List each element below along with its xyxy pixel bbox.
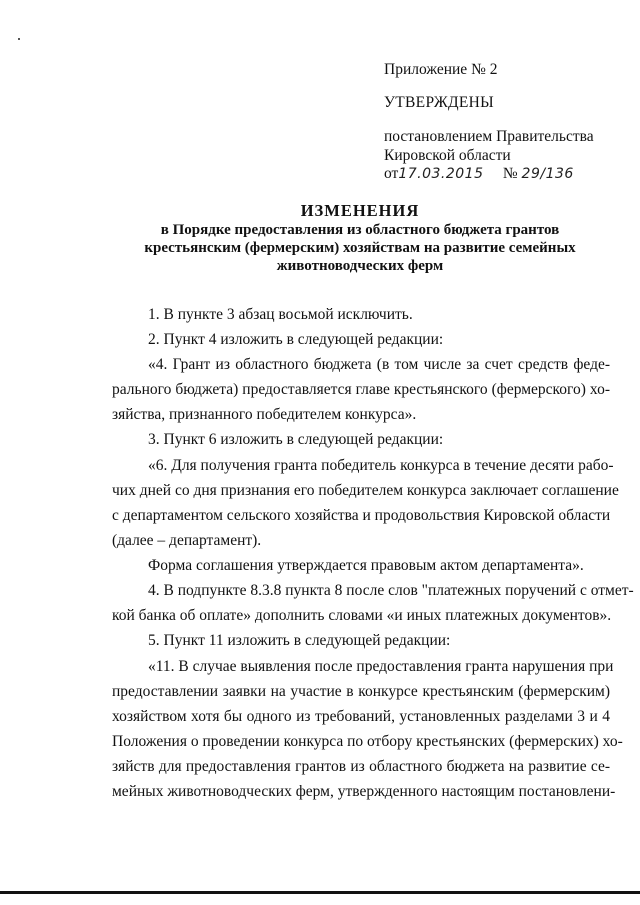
paragraph-line: предоставлении заявки на участие в конкурсе крестьянским (фермерским): [112, 683, 610, 700]
subtitle-line: животноводческих ферм: [276, 258, 444, 274]
paragraph-line: 5. Пункт 11 изложить в следующей редакции:: [148, 632, 451, 649]
paragraph-line: зяйств для предоставления грантов из областного бюджета на развитие се-: [112, 758, 610, 775]
paragraph-line: кой банка об оплате» дополнить словами «и иных платежных документов».: [112, 607, 612, 624]
paragraph-line: чих дней со дня признания его победителем конкурса заключает соглашение: [112, 482, 619, 499]
paragraph-line: зяйства, признанного победителем конкурса».: [112, 406, 417, 423]
paragraph-line: с департаментом сельского хозяйства и продовольствия Кировской области: [112, 507, 611, 524]
document-heading: [120, 201, 600, 275]
subtitle-line: крестьянским (фермерским) хозяйствам на развитие семейных: [144, 240, 576, 256]
document-title: ИЗМЕНЕНИЯ: [300, 201, 420, 220]
paragraph-line: Форма соглашения утверждается правовым актом департамента».: [148, 557, 584, 574]
page-bottom-border: [0, 891, 640, 894]
decree-date-prefix: от: [384, 165, 399, 182]
paragraph-line: рального бюджета) предоставляется главе крестьянского (фермерского) хо-: [112, 381, 610, 398]
paragraph-line: «11. В случае выявления после предоставления гранта нарушения при: [148, 658, 614, 675]
decree-date-number: [384, 164, 574, 184]
paragraph-line: 4. В подпункте 8.3.8 пункта 8 после слов "платежных поручений с отмет-: [148, 582, 634, 599]
decree-number-prefix: №: [502, 165, 518, 182]
approved-label: УТВЕРЖДЕНЫ: [384, 94, 494, 111]
paragraph-line: 3. Пункт 6 изложить в следующей редакции:: [148, 431, 444, 448]
subtitle-line: в Порядке предоставления из областного бюджета грантов: [160, 222, 560, 238]
paragraph-line: мейных животноводческих ферм, утвержденного настоящим постановлени-: [112, 783, 616, 800]
paragraph-line: 1. В пункте 3 абзац восьмой исключить.: [148, 306, 413, 323]
paragraph-line: (далее – департамент).: [112, 532, 262, 549]
scan-speck: [18, 38, 20, 40]
paragraph-line: «4. Грант из областного бюджета (в том числе за счет средств феде-: [148, 356, 610, 373]
decree-date: 17.03.2015: [398, 166, 484, 182]
appendix-number: Приложение № 2: [384, 61, 498, 78]
paragraph-line: 2. Пункт 4 изложить в следующей редакции:: [148, 331, 444, 348]
decree-issuer: постановлением Правительства: [384, 128, 594, 145]
decree-region: Кировской области: [384, 147, 511, 164]
paragraph-line: Положения о проведении конкурса по отбору крестьянских (фермерских) хо-: [112, 733, 623, 750]
paragraph-line: хозяйством хотя бы одного из требований, установленных разделами 3 и 4: [112, 708, 610, 725]
paragraph-line: «6. Для получения гранта победитель конкурса в течение десяти рабо-: [148, 457, 614, 474]
decree-number: 29/136: [521, 166, 574, 182]
